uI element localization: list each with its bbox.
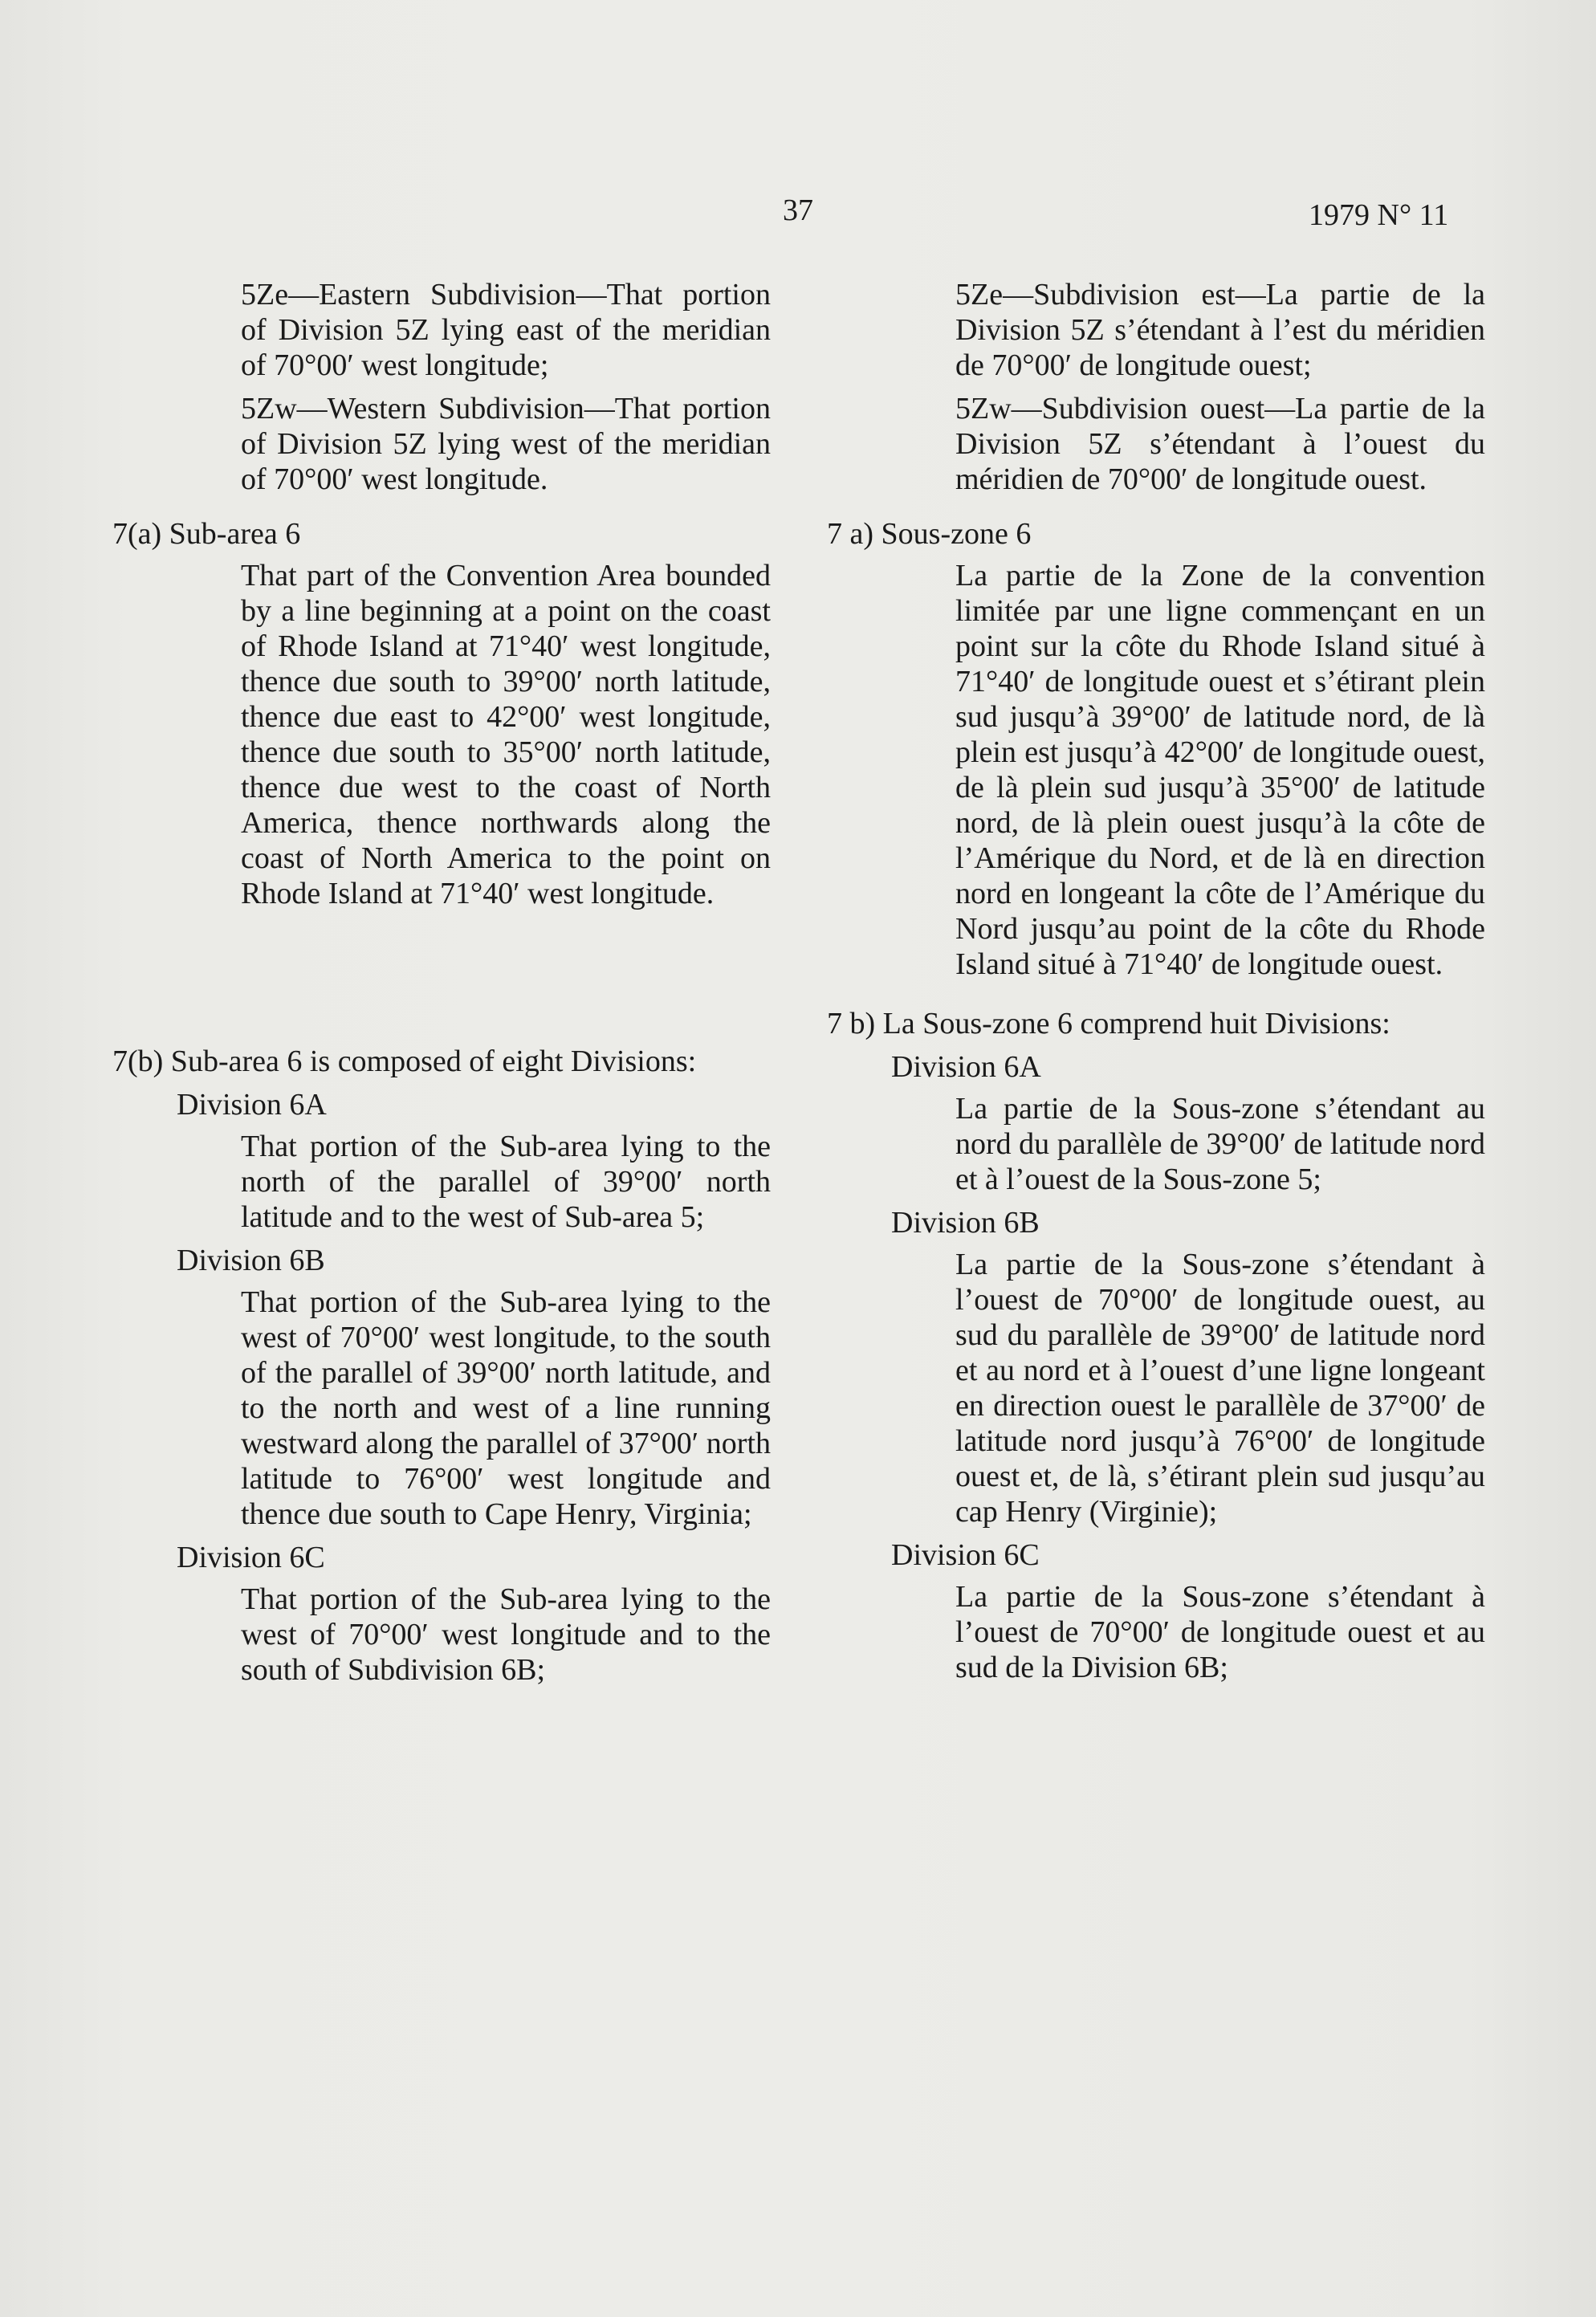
fr-division-6c-heading: Division 6C [891, 1538, 1040, 1572]
en-7a-body: That part of the Convention Area bounded by a line beginning at a point on the coast of Rhode Island at 71°40′ west longitude, thence due south to 39°00′ north latitude, thence due east to 42°00′ west longitude, thence due south to 35°00′ north latitude, thence due west to the coast of North America, thence northwards along the coast of North America to the point on Rhode Island at 71°40′ west longitude. [241, 559, 771, 910]
fr-division-6a-body: La partie de la Sous-zone s’étendant au nord du parallèle de 39°00′ de latitude nord et à l’ouest de la Sous-zone 5; [955, 1092, 1485, 1196]
en-division-6b-body: That portion of the Sub-area lying to the west of 70°00′ west longitude, to the south of the parallel of 39°00′ north latitude, and to the north and west of a line running westward along the parallel of 37°00′ north latitude to 76°00′ west longitude and thence due south to Cape Henry, Virginia; [241, 1285, 771, 1531]
en-division-6c-heading: Division 6C [177, 1541, 325, 1574]
fr-division-6a-heading: Division 6A [891, 1050, 1041, 1084]
fr-heading-7a: 7 a) Sous-zone 6 [827, 517, 1032, 551]
en-heading-7a: 7(a) Sub-area 6 [112, 517, 301, 551]
fr-7a-body: La partie de la Zone de la convention limitée par une ligne commençant en un point sur la côte du Rhode Island situé à 71°40′ de longitude ouest et s’étirant plein sud jusqu’à 39°00′ de latitude nord, de là plein est jusqu’à 42°00′ de longitude ouest, de là plein sud jusqu’à 35°00′ de latitude nord, de là plein ouest jusqu’à la côte de l’Amérique du Nord, et de là en direction nord en longeant la côte de l’Amérique du Nord jusqu’au point de la côte du Rhode Island situé à 71°40′ de longitude ouest. [955, 559, 1485, 981]
bill-reference: 1979 N° 11 [1309, 198, 1449, 232]
english-column [112, 277, 771, 1696]
fr-division-6c-body: La partie de la Sous-zone s’étendant à l’ouest de 70°00′ de longitude ouest et au sud de la Division 6B; [955, 1580, 1485, 1684]
french-column [827, 277, 1485, 1693]
fr-7b-intro: 7 b) La Sous-zone 6 comprend huit Divisions: [827, 1007, 1390, 1040]
fr-division-6b-body: La partie de la Sous-zone s’étendant à l’ouest de 70°00′ de longitude ouest, au sud du parallèle de 39°00′ de latitude nord et au nord et à l’ouest d’une ligne longeant en direction ouest le parallèle de 37°00′ de latitude nord jusqu’à 76°00′ de longitude ouest et, de là, s’étirant plein sud jusqu’au cap Henry (Virginie); [955, 1248, 1485, 1529]
en-division-6a-body: That portion of the Sub-area lying to the north of the parallel of 39°00′ north latitude and to the west of Sub-area 5; [241, 1130, 771, 1234]
en-division-6c-body: That portion of the Sub-area lying to the west of 70°00′ west longitude and to the south of Subdivision 6B; [241, 1582, 771, 1687]
en-subdivision-5ze: 5Ze—Eastern Subdivision—That portion of Division 5Z lying east of the meridian of 70°00′ west longitude; [241, 278, 771, 382]
en-7b-intro: 7(b) Sub-area 6 is composed of eight Divisions: [112, 1044, 697, 1078]
en-division-6a-heading: Division 6A [177, 1088, 327, 1122]
fr-subdivision-5ze: 5Ze—Subdivision est—La partie de la Division 5Z s’étendant à l’est du méridien de 70°00′ de longitude ouest; [955, 278, 1485, 382]
en-subdivision-5zw: 5Zw—Western Subdivision—That portion of Division 5Z lying west of the meridian of 70°00′ west longitude. [241, 392, 771, 496]
en-division-6b-heading: Division 6B [177, 1244, 325, 1277]
fr-division-6b-heading: Division 6B [891, 1206, 1040, 1240]
page-number: 37 [783, 193, 813, 227]
page-header [0, 193, 1596, 241]
fr-subdivision-5zw: 5Zw—Subdivision ouest—La partie de la Division 5Z s’étendant à l’ouest du méridien de 70°00′ de longitude ouest. [955, 392, 1485, 496]
